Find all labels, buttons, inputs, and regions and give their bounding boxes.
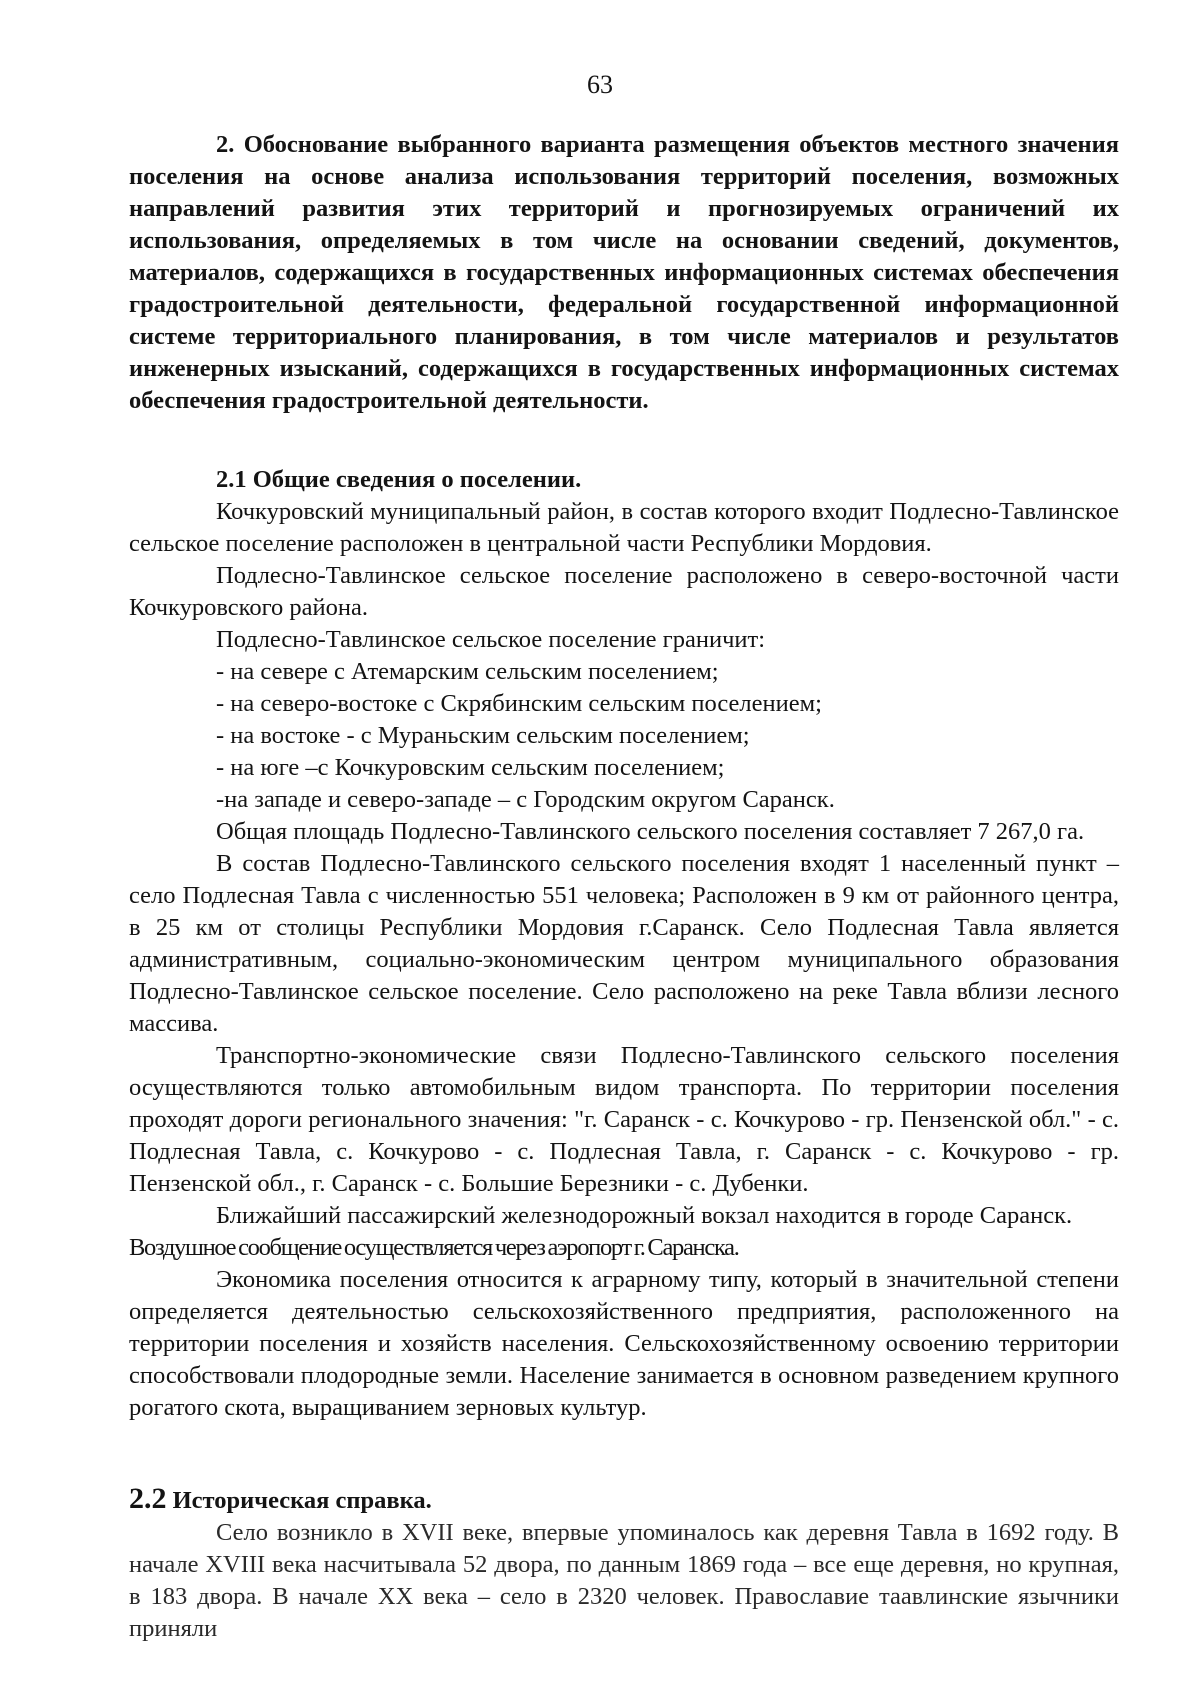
section-2-heading: 2. Обоснование выбранного варианта размещения объектов местного значения поселения на основе анализа использования территорий поселения, возможных направлений развития этих территорий и прогнозируемых ограничений их использования, определяемых в том числе на основании сведений, документов, материалов, содержащихся в государственных информационных системах обеспечения градостроительной деятельности, федеральной государственной информационной системе территориального планирования, в том числе материалов и результатов инженерных изысканий, содержащихся в государственных информационных системах обеспечения градостроительной деятельности. xyxy=(129,131,1119,414)
paragraph-location: Подлесно-Тавлинское сельское поселение расположено в северо-восточной части Кочкуровского района. xyxy=(129,562,1119,621)
section-2-2-number: 2.2 xyxy=(129,1482,167,1515)
paragraph-district: Кочкуровский муниципальный район, в состав которого входит Подлесно-Тавлинское сельское поселение расположен в центральной части Республики Мордовия. xyxy=(129,498,1119,557)
paragraph-history: Село возникло в XVII веке, впервые упоминалось как деревня Тавла в 1692 году. В начале XVIII века насчитывала 52 двора, по данным 1869 года – все еще деревня, но крупная, в 183 двора. В начале XX века – село в 2320 человек. Православие таавлинские язычники приняли xyxy=(129,1519,1119,1642)
paragraph-settlements: В состав Подлесно-Тавлинского сельского поселения входят 1 населенный пункт – село Подлесная Тавла с численностью 551 человека; Расположен в 9 км от районного центра, в 25 км от столицы Республики Мордовия г.Саранск. Село Подлесная Тавла является административным, социально-экономическим центром муниципального образования Подлесно-Тавлинское сельское поселение. Село расположено на реке Тавла вблизи лесного массива. xyxy=(129,850,1119,1037)
section-2-2-heading xyxy=(129,1483,1119,1517)
paragraph-economy: Экономика поселения относится к аграрному типу, который в значительной степени определяется деятельностью сельскохозяйственного предприятия, расположенного на территории поселения и хозяйств населения. Сельскохозяйственному освоению территории способствовали плодородные земли. Население занимается в основном разведением крупного рогатого скота, выращиванием зерновых культур. xyxy=(129,1266,1119,1421)
section-2-1 xyxy=(129,464,1119,1424)
border-item-west: -на западе и северо-западе – с Городским округом Саранск. xyxy=(216,786,835,813)
paragraph-rail: Ближайший пассажирский железнодорожный вокзал находится в городе Саранск. xyxy=(216,1202,1073,1229)
page-number: 63 xyxy=(587,70,613,99)
border-item-east: - на востоке - с Мураньским сельским поселением; xyxy=(216,722,750,749)
paragraph-area: Общая площадь Подлесно-Тавлинского сельского поселения составляет 7 267,0 га. xyxy=(216,818,1085,845)
paragraph-air: Воздушное сообщение осуществляется через аэропорт г. Саранска. xyxy=(129,1234,739,1261)
border-item-northeast: - на северо-востоке с Скрябинским сельским поселением; xyxy=(216,690,822,717)
paragraph-transport: Транспортно-экономические связи Подлесно-Тавлинского сельского поселения осуществляются только автомобильным видом транспорта. По территории поселения проходят дороги регионального значения: "г. Саранск - с. Кочкурово - гр. Пензенской обл." - с. Подлесная Тавла, с. Кочкурово - с. Подлесная Тавла, г. Саранск - с. Кочкурово - гр. Пензенской обл., г. Саранск - с. Большие Березники - с. Дубенки. xyxy=(129,1042,1119,1197)
section-2-1-heading: 2.1 Общие сведения о поселении. xyxy=(216,466,582,493)
section-2-2 xyxy=(129,1483,1119,1645)
section-2-2-title: Историческая справка. xyxy=(166,1487,432,1514)
border-item-north: - на севере с Атемарским сельским поселением; xyxy=(216,658,719,685)
borders-intro: Подлесно-Тавлинское сельское поселение граничит: xyxy=(216,626,766,653)
border-item-south: - на юге –с Кочкуровским сельским поселением; xyxy=(216,754,725,781)
